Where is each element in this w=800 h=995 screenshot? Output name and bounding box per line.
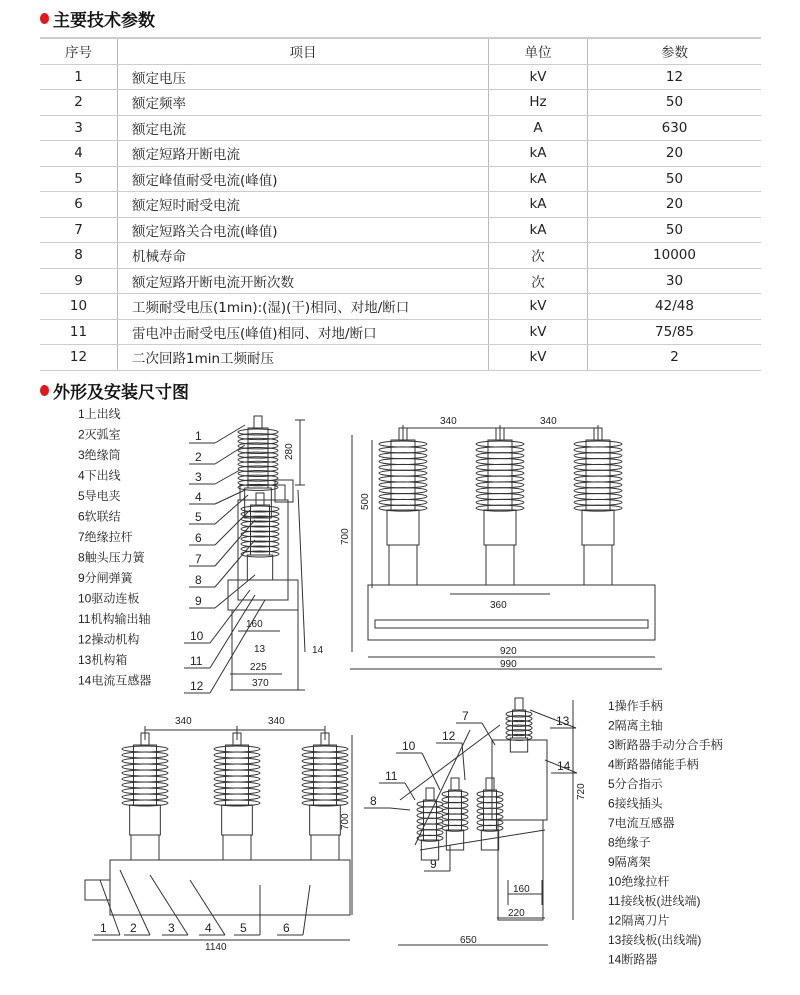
shed — [379, 482, 427, 488]
cell-unit: kV — [489, 294, 588, 320]
svg-text:990: 990 — [500, 659, 517, 670]
shed — [302, 770, 348, 776]
svg-text:500: 500 — [360, 493, 371, 510]
shed — [379, 447, 427, 453]
cell-value: 630 — [588, 115, 762, 141]
cell-item: 二次回路1min工频耐压 — [118, 345, 489, 371]
callout-number: 11 — [385, 769, 398, 783]
cell-item: 额定电流 — [118, 115, 489, 141]
cell-item: 额定频率 — [118, 90, 489, 116]
shed — [417, 801, 443, 807]
legend-item: 5分合指示 — [608, 777, 663, 791]
svg-text:340: 340 — [440, 416, 457, 427]
svg-text:720: 720 — [576, 783, 587, 800]
shed — [476, 488, 524, 494]
callout-number: 10 — [190, 629, 204, 643]
shed — [122, 794, 168, 800]
cell-value: 42/48 — [588, 294, 762, 320]
svg-text:360: 360 — [490, 600, 507, 611]
insulator — [122, 733, 168, 835]
callout-number: 1 — [195, 429, 202, 443]
shed — [214, 788, 260, 794]
svg-text:340: 340 — [175, 716, 192, 727]
shed — [476, 476, 524, 482]
cell-no: 12 — [40, 345, 118, 371]
shed — [574, 499, 622, 505]
cell-unit: A — [489, 115, 588, 141]
svg-text:340: 340 — [268, 716, 285, 727]
shed — [477, 797, 503, 803]
shed — [122, 770, 168, 776]
insulator — [214, 733, 260, 835]
callout-number: 1 — [100, 921, 107, 935]
cell-item: 雷电冲击耐受电压(峰值)相同、对地/断口 — [118, 319, 489, 345]
callout-number: 6 — [195, 531, 202, 545]
cell-value: 2 — [588, 345, 762, 371]
cell-no: 6 — [40, 192, 118, 218]
shed — [302, 776, 348, 782]
shed — [574, 488, 622, 494]
shed — [214, 758, 260, 764]
callout-number: 8 — [195, 573, 202, 587]
shed — [442, 808, 468, 814]
callout-number: 4 — [205, 921, 212, 935]
shed — [574, 494, 622, 500]
legend-item: 2隔离主轴 — [608, 718, 663, 733]
shed — [379, 476, 427, 482]
shed — [214, 746, 260, 752]
section-title-dimensions: 外形及安装尺寸图 — [40, 378, 189, 403]
cell-no: 11 — [40, 319, 118, 345]
breaker-body — [110, 860, 350, 915]
insulator — [442, 778, 468, 850]
cell-value: 20 — [588, 192, 762, 218]
shed — [379, 464, 427, 470]
svg-text:13: 13 — [254, 644, 266, 655]
shed — [379, 488, 427, 494]
cell-unit: kV — [489, 319, 588, 345]
legend-item: 12隔离刀片 — [608, 913, 670, 928]
svg-text:1140: 1140 — [205, 942, 227, 953]
cell-item: 额定电压 — [118, 64, 489, 90]
front-view-with-operating-mechanism — [85, 716, 352, 953]
cell-item: 额定峰值耐受电流(峰值) — [118, 166, 489, 192]
cell-no: 1 — [40, 64, 118, 90]
callout-number: 5 — [240, 921, 247, 935]
svg-text:650: 650 — [460, 935, 477, 946]
front-view-drawing — [340, 416, 662, 670]
legend-item: 6软联结 — [78, 509, 121, 524]
shed — [122, 752, 168, 758]
legend-item: 14断路器 — [608, 952, 658, 967]
callout-number: 9 — [430, 857, 437, 871]
cell-unit: 次 — [489, 243, 588, 269]
callout-number: 5 — [195, 510, 202, 524]
shed — [417, 824, 443, 830]
callout-number: 9 — [195, 594, 202, 608]
legend-item: 7电流互感器 — [608, 816, 675, 830]
shed — [574, 459, 622, 465]
cell-value: 12 — [588, 64, 762, 90]
shed — [574, 482, 622, 488]
legend-item: 3绝缘筒 — [78, 448, 121, 462]
cell-item: 额定短路开断电流开断次数 — [118, 268, 489, 294]
shed — [574, 447, 622, 453]
shed — [379, 441, 427, 447]
cell-value: 75/85 — [588, 319, 762, 345]
legend-right — [608, 698, 723, 967]
callout-number: 4 — [195, 490, 202, 504]
cell-value: 50 — [588, 90, 762, 116]
cell-no: 3 — [40, 115, 118, 141]
cell-value: 30 — [588, 268, 762, 294]
shed — [214, 794, 260, 800]
cell-unit: kA — [489, 166, 588, 192]
legend-item: 14电流互感器 — [78, 673, 152, 688]
shed — [122, 788, 168, 794]
header-value: 参数 — [588, 38, 762, 64]
callout-number: 7 — [462, 709, 469, 723]
shed — [214, 770, 260, 776]
legend-item: 4断路器储能手柄 — [608, 757, 699, 772]
support-column — [498, 820, 543, 920]
shed — [302, 758, 348, 764]
shed — [476, 441, 524, 447]
legend-item: 9分闸弹簧 — [78, 571, 133, 585]
insulator — [417, 788, 443, 860]
section-title-specs: 主要技术参数 — [40, 6, 155, 31]
insulator — [506, 698, 532, 752]
callout-number: 14 — [557, 759, 571, 773]
svg-text:160: 160 — [513, 884, 530, 895]
legend-item: 8触头压力簧 — [78, 550, 145, 565]
legend-item: 8绝缘子 — [608, 835, 651, 850]
insulator — [476, 428, 524, 545]
shed — [574, 464, 622, 470]
shed — [442, 791, 468, 797]
callout-number: 6 — [283, 921, 290, 935]
cell-unit: kA — [489, 141, 588, 167]
shed — [214, 752, 260, 758]
shed — [122, 782, 168, 788]
shed — [442, 820, 468, 826]
callout-number: 3 — [195, 470, 202, 484]
legend-item: 11接线板(进线端) — [608, 894, 701, 908]
shed — [574, 453, 622, 459]
side-view-drawing — [184, 416, 324, 693]
shed — [122, 776, 168, 782]
shed — [122, 764, 168, 770]
legend-item: 13接线板(出线端) — [608, 933, 702, 947]
svg-text:700: 700 — [340, 813, 351, 830]
shed — [476, 482, 524, 488]
shed — [476, 447, 524, 453]
legend-item: 7绝缘拉杆 — [78, 530, 133, 544]
shed — [417, 818, 443, 824]
legend-left — [78, 406, 151, 688]
cell-unit: Hz — [489, 90, 588, 116]
header-item: 项目 — [118, 38, 489, 64]
shed — [214, 782, 260, 788]
cell-no: 2 — [40, 90, 118, 116]
svg-text:340: 340 — [540, 416, 557, 427]
shed — [442, 802, 468, 808]
insulator — [238, 416, 278, 518]
callout-number: 8 — [370, 794, 377, 808]
callout-number: 7 — [195, 552, 202, 566]
legend-item: 12操动机构 — [78, 632, 140, 647]
cell-item: 额定短路关合电流(峰值) — [118, 217, 489, 243]
cell-item: 额定短路开断电流 — [118, 141, 489, 167]
cell-unit: 次 — [489, 268, 588, 294]
cell-no: 7 — [40, 217, 118, 243]
shed — [476, 453, 524, 459]
insulator — [379, 428, 427, 545]
callout-number: 11 — [190, 654, 203, 668]
callout-number: 2 — [195, 450, 202, 464]
shed — [442, 797, 468, 803]
cell-no: 5 — [40, 166, 118, 192]
shed — [122, 746, 168, 752]
shed — [417, 807, 443, 813]
shed — [574, 476, 622, 482]
breaker-body — [368, 585, 655, 640]
shed — [476, 459, 524, 465]
header-no: 序号 — [40, 38, 118, 64]
cell-no: 8 — [40, 243, 118, 269]
shed — [379, 494, 427, 500]
callout-number: 10 — [402, 739, 416, 753]
cell-item: 额定短时耐受电流 — [118, 192, 489, 218]
callout-number: 13 — [556, 714, 570, 728]
cell-item: 机械寿命 — [118, 243, 489, 269]
legend-item: 1操作手柄 — [608, 699, 663, 713]
legend-item: 5导电夹 — [78, 489, 121, 503]
shed — [477, 802, 503, 808]
shed — [476, 470, 524, 476]
callout-number: 12 — [442, 729, 456, 743]
cell-no: 4 — [40, 141, 118, 167]
shed — [302, 782, 348, 788]
svg-text:160: 160 — [246, 619, 263, 630]
legend-item: 1上出线 — [78, 407, 121, 421]
shed — [302, 788, 348, 794]
callout-number: 3 — [168, 921, 175, 935]
shed — [477, 808, 503, 814]
cell-value: 20 — [588, 141, 762, 167]
shed — [379, 459, 427, 465]
svg-text:220: 220 — [508, 908, 525, 919]
shed — [442, 814, 468, 820]
cell-item: 工频耐受电压(1min):(湿)(干)相同、对地/断口 — [118, 294, 489, 320]
shed — [476, 464, 524, 470]
svg-text:700: 700 — [340, 528, 351, 545]
base-rail — [375, 620, 648, 628]
shed — [302, 764, 348, 770]
shed — [476, 494, 524, 500]
shed — [379, 453, 427, 459]
cell-no: 9 — [40, 268, 118, 294]
shed — [477, 814, 503, 820]
legend-item: 3断路器手动分合手柄 — [608, 738, 723, 752]
svg-text:14: 14 — [312, 645, 324, 656]
side-view-with-isolator — [364, 698, 587, 946]
legend-item: 10绝缘拉杆 — [608, 874, 670, 889]
legend-item: 11机构输出轴 — [78, 612, 151, 626]
svg-text:920: 920 — [500, 646, 517, 657]
cell-unit: kA — [489, 217, 588, 243]
insulator — [574, 428, 622, 545]
svg-text:370: 370 — [252, 678, 269, 689]
shed — [574, 441, 622, 447]
header-unit: 单位 — [489, 38, 588, 64]
shed — [476, 499, 524, 505]
shed — [302, 752, 348, 758]
shed — [214, 764, 260, 770]
legend-item: 4下出线 — [78, 468, 121, 483]
cell-value: 50 — [588, 217, 762, 243]
shed — [574, 470, 622, 476]
shed — [302, 746, 348, 752]
svg-text:225: 225 — [250, 662, 267, 673]
callout-number: 2 — [130, 921, 137, 935]
legend-item: 9隔离架 — [608, 855, 651, 869]
shed — [477, 791, 503, 797]
cell-no: 10 — [40, 294, 118, 320]
legend-item: 2灭弧室 — [78, 427, 121, 442]
shed — [379, 470, 427, 476]
legend-item: 6接线插头 — [608, 796, 663, 811]
shed — [214, 776, 260, 782]
callout-number: 12 — [190, 679, 204, 693]
shed — [379, 499, 427, 505]
svg-text:280: 280 — [284, 443, 295, 460]
legend-item: 10驱动连板 — [78, 591, 140, 606]
cell-value: 50 — [588, 166, 762, 192]
cell-unit: kA — [489, 192, 588, 218]
cell-unit: kV — [489, 345, 588, 371]
cell-value: 10000 — [588, 243, 762, 269]
shed — [122, 758, 168, 764]
insulator — [241, 493, 279, 580]
cell-unit: kV — [489, 64, 588, 90]
legend-item: 13机构箱 — [78, 653, 128, 667]
shed — [302, 794, 348, 800]
